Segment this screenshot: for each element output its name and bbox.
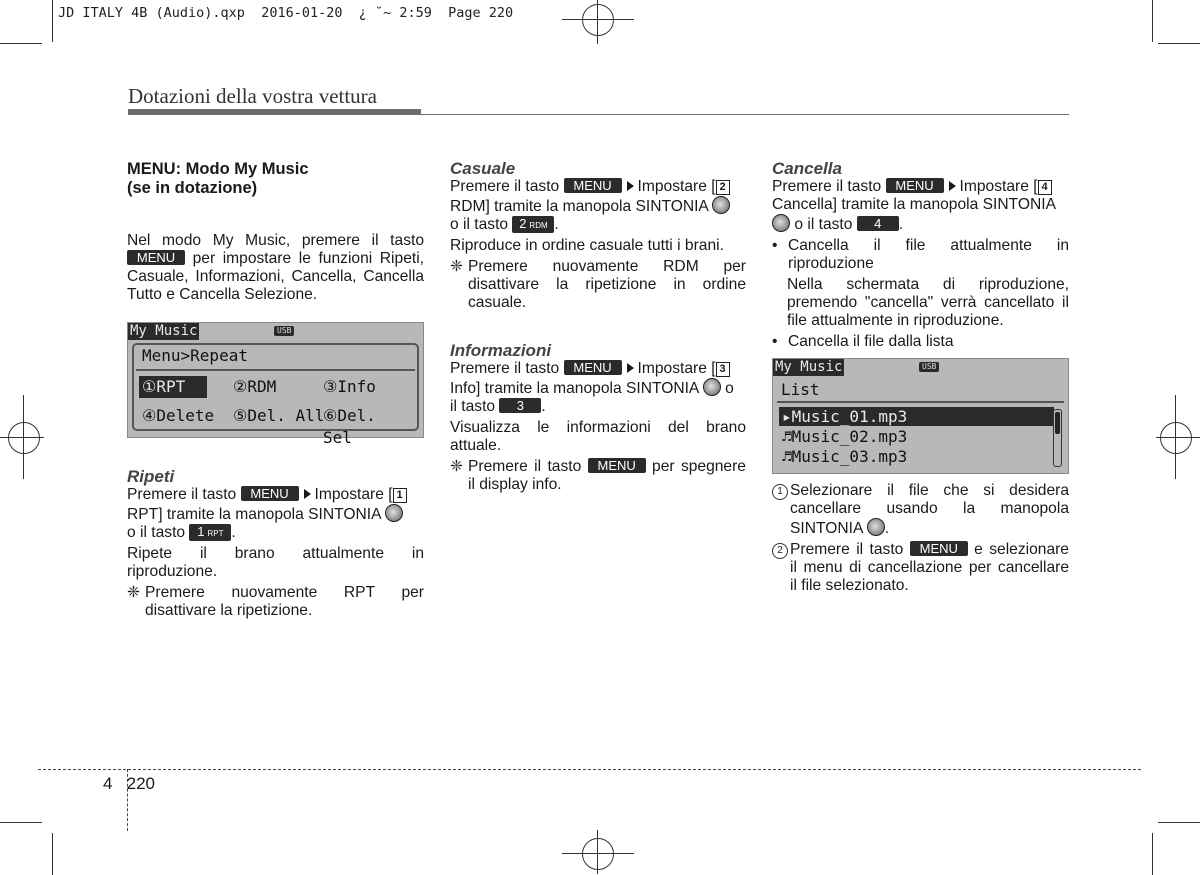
note xyxy=(127,584,424,620)
instruction-line: o il tasto 1 RPT . xyxy=(127,524,236,541)
registration-mark xyxy=(1160,422,1192,454)
step-number: 2 xyxy=(772,541,790,595)
crop-mark xyxy=(52,833,53,875)
menu-header: Menu>Repeat xyxy=(142,346,248,365)
instruction-line: o il tasto 4 . xyxy=(772,214,1069,234)
menu-key: MENU xyxy=(564,360,622,375)
footer-rule xyxy=(38,769,1141,770)
display-screen-menu xyxy=(127,322,424,447)
bullet-item xyxy=(772,333,1069,351)
step-text: Premere il tasto MENU e selezionare il menu di cancellazione per cancellare il file selezionato. xyxy=(790,541,1069,594)
step-item xyxy=(772,541,1069,595)
screen-title: My Music xyxy=(775,359,843,375)
list-item-music-02: ♬Music_02.mp3 xyxy=(782,427,908,446)
subsection-title: Cancella xyxy=(772,159,842,178)
preset-key-4: 4 xyxy=(857,216,899,231)
note xyxy=(450,458,746,494)
note-symbol: ❈ xyxy=(450,258,464,275)
note xyxy=(450,258,746,312)
boxed-number: 3 xyxy=(716,362,730,377)
tune-knob-icon xyxy=(867,518,885,536)
step-text: Selezionare il file che si desidera cancellare usando la manopola SINTONIA . xyxy=(790,482,1069,537)
registration-mark xyxy=(0,437,44,438)
usb-badge: USB xyxy=(274,326,294,336)
menu-item-rpt: ①RPT xyxy=(139,376,207,398)
instruction-line xyxy=(127,504,424,524)
chapter-number: 4 xyxy=(103,774,113,793)
registration-mark xyxy=(582,4,614,36)
crop-mark xyxy=(52,0,53,42)
registration-mark xyxy=(582,838,614,870)
subsection-title: Informazioni xyxy=(450,341,552,360)
crop-mark xyxy=(0,43,42,44)
instruction-line: o il tasto 2 RDM . xyxy=(450,216,559,233)
description: Ripete il brano attualmente in riproduzione. xyxy=(127,545,424,580)
column-3 xyxy=(772,160,1069,595)
crop-mark xyxy=(1152,0,1153,42)
bullet-detail: Nella schermata di riproduzione, premendo "cancella" verrà cancellato il file attualmente in riproduzione. xyxy=(787,276,1069,329)
instruction-text: Impostare [ xyxy=(314,486,393,503)
arrow-right-icon xyxy=(949,181,956,191)
crop-mark xyxy=(1152,833,1153,875)
registration-mark xyxy=(597,830,598,874)
preset-key-1: 1 RPT xyxy=(189,524,231,541)
column-2 xyxy=(450,160,746,494)
instruction-line: Premere il tasto MENU Impostare [ 4 xyxy=(772,178,1069,196)
arrow-right-icon xyxy=(627,363,634,373)
screen-title: My Music xyxy=(130,323,198,339)
usb-badge: USB xyxy=(919,362,939,372)
instruction-line: RDM] tramite la manopola SINTONIA xyxy=(450,196,746,216)
menu-box xyxy=(132,343,419,447)
list-header: List xyxy=(781,380,820,399)
menu-key: MENU xyxy=(588,458,646,473)
registration-mark xyxy=(1175,395,1176,479)
instruction-text: RPT] tramite la manopola SINTONIA xyxy=(127,506,381,523)
menu-item-del-all: ⑤Del. All xyxy=(233,406,325,425)
list-item-music-01: ▸Music_01.mp3 xyxy=(779,407,1054,426)
header-rule xyxy=(421,114,1069,115)
menu-divider xyxy=(136,369,415,371)
tune-knob-icon xyxy=(772,214,790,232)
menu-key: MENU xyxy=(886,178,944,193)
note-text: Premere nuovamente RPT per disattivare la ripetizione. xyxy=(145,584,424,619)
subsection-title: Ripeti xyxy=(127,467,175,486)
crop-mark xyxy=(1158,43,1200,44)
menu-item-rdm: ②RDM xyxy=(233,377,277,396)
instruction-line: Info] tramite la manopola SINTONIA o xyxy=(450,380,734,397)
menu-item-info: ③Info xyxy=(323,377,376,396)
menu-key: MENU xyxy=(910,541,968,556)
page-title: Dotazioni della vostra vettura xyxy=(128,84,377,108)
crop-mark xyxy=(1158,822,1200,823)
registration-mark xyxy=(23,395,24,479)
scrollbar-thumb xyxy=(1055,412,1060,434)
menu-key: MENU xyxy=(241,486,299,501)
tune-knob-icon xyxy=(703,378,721,396)
page-number xyxy=(103,774,155,794)
registration-mark xyxy=(597,0,598,44)
menu-key: MENU xyxy=(127,250,185,265)
note-symbol: ❈ xyxy=(127,584,141,601)
subsection-title: Casuale xyxy=(450,159,516,178)
bullet-symbol: • xyxy=(772,333,778,350)
note-text: Premere nuovamente RDM per disattivare la ripetizione in ordine casuale. xyxy=(468,258,746,311)
list-divider xyxy=(777,401,1064,403)
instruction-line xyxy=(127,486,424,504)
note-symbol: ❈ xyxy=(450,458,464,475)
description: Visualizza le informazioni del brano attuale. xyxy=(450,419,746,454)
instruction-text: o il tasto xyxy=(127,524,186,541)
intro-paragraph xyxy=(127,232,424,304)
preset-key-3: 3 xyxy=(499,398,541,413)
note-text: Premere il tasto MENU per spegnere il display info. xyxy=(468,458,746,493)
instruction-line: il tasto 3 . xyxy=(450,398,546,415)
intro-text: Nel modo My Music, premere il tasto xyxy=(127,232,424,249)
header-rule xyxy=(128,109,421,115)
instruction-text: Premere il tasto xyxy=(127,486,237,503)
list-item-music-03: ♬Music_03.mp3 xyxy=(782,447,908,466)
print-slug: JD ITALY 4B (Audio).qxp 2016-01-20 ¿ ˘~ 2:59 Page 220 xyxy=(58,5,514,21)
intro-text: per impostare le funzioni Ripeti, Casuale, Informazioni, Cancella, Cancella Tutto e Cancella Selezione. xyxy=(127,250,425,303)
instruction-line: Cancella] tramite la manopola SINTONIA xyxy=(772,196,1056,213)
boxed-number: 4 xyxy=(1038,180,1052,195)
menu-item-delete: ④Delete xyxy=(142,406,215,425)
menu-key: MENU xyxy=(564,178,622,193)
bullet-text: Cancella il file dalla lista xyxy=(788,333,954,350)
scrollbar xyxy=(1053,409,1062,467)
bullet-item xyxy=(772,237,1069,273)
registration-mark xyxy=(8,422,40,454)
step-item xyxy=(772,482,1069,538)
section-heading: MENU: Modo My Music xyxy=(127,160,309,178)
arrow-right-icon xyxy=(627,181,634,191)
preset-key-2: 2 RDM xyxy=(512,216,554,233)
step-number: 1 xyxy=(772,482,790,538)
description: Riproduce in ordine casuale tutti i brani. xyxy=(450,237,724,254)
section-heading-sub: (se in dotazione) xyxy=(127,179,258,197)
menu-item-del-sel: ⑥Del. Sel xyxy=(323,406,376,447)
boxed-number: 2 xyxy=(716,180,730,195)
column-1 xyxy=(127,160,424,620)
tune-knob-icon xyxy=(385,504,403,522)
bullet-symbol: • xyxy=(772,237,778,254)
display-screen-list xyxy=(772,358,1069,474)
instruction-line: Premere il tasto MENU Impostare [ 3 xyxy=(450,360,746,378)
registration-mark xyxy=(562,19,634,20)
arrow-right-icon xyxy=(304,489,311,499)
tune-knob-icon xyxy=(712,196,730,214)
boxed-number: 1 xyxy=(393,488,407,503)
registration-mark xyxy=(562,853,634,854)
bullet-text: Cancella il file attualmente in riproduzione xyxy=(788,237,1069,272)
registration-mark xyxy=(1156,437,1200,438)
page-number-value: 220 xyxy=(126,774,156,793)
crop-mark xyxy=(0,822,42,823)
instruction-line: Premere il tasto MENU Impostare [ 2 xyxy=(450,178,746,196)
